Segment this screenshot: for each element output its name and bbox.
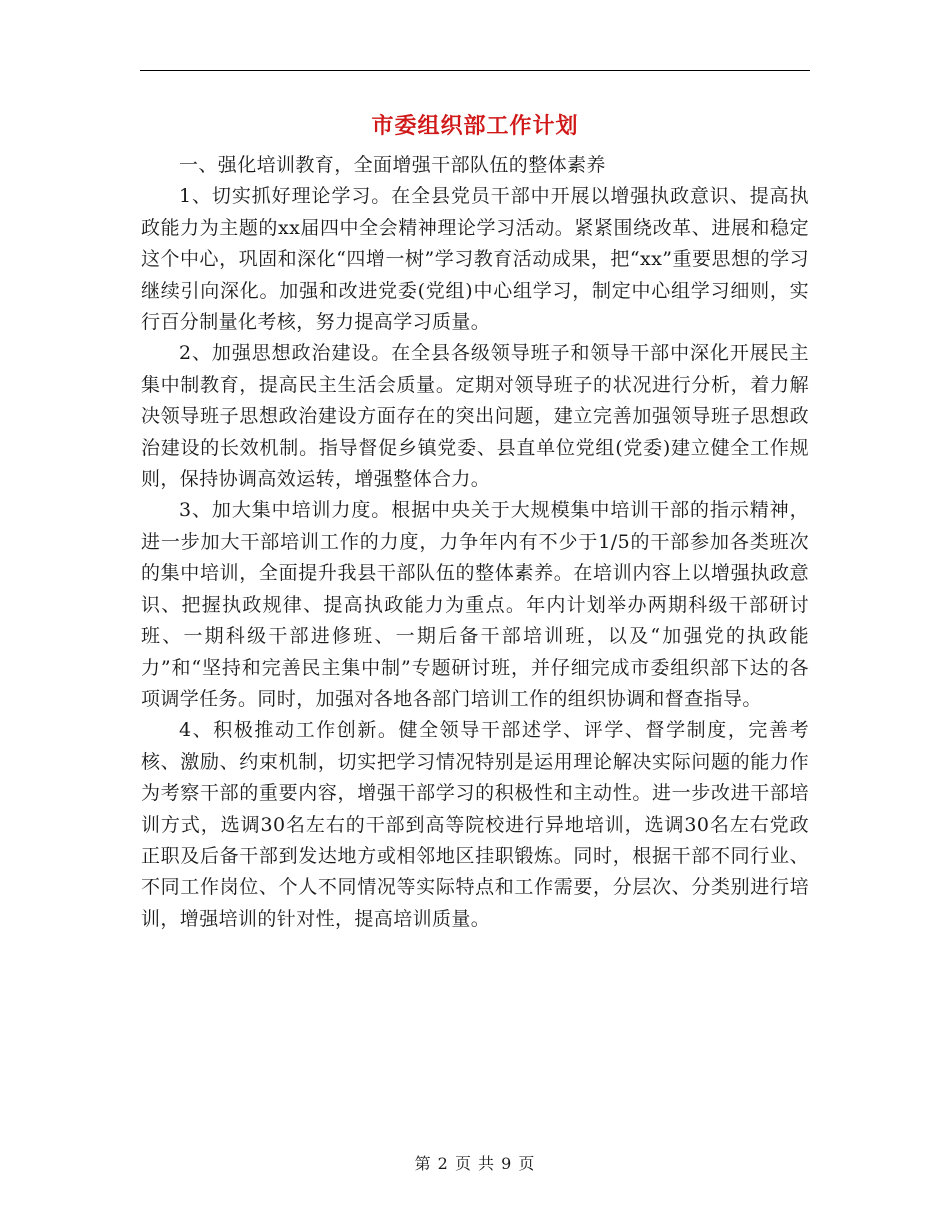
paragraph-work-innovation: 4、积极推动工作创新。健全领导干部述学、评学、督学制度，完善考核、激励、约束机制，切实把学习情况特别是运用理论解决实际问题的能力作为考察干部的重要内容，增强干部学习的积极性和主动性。进一步改进干部培训方式，选调30名左右的干部到高等院校进行异地培训，选调30名左右党政正职及后备干部到发达地方或相邻地区挂职锻炼。同时，根据干部不同行业、不同工作岗位、个人不同情况等实际特点和工作需要，分层次、分类别进行培训，增强培训的针对性，提高培训质量。: [141, 719, 809, 930]
document-title: 市委组织部工作计划: [371, 113, 579, 139]
document-body: [141, 150, 809, 935]
page-number-footer: 第 2 页 共 9 页: [414, 1154, 536, 1173]
paragraph-political-building: 2、加强思想政治建设。在全县各级领导班子和领导干部中深化开展民主集中制教育，提高民主生活会质量。定期对领导班子的状况进行分析，着力解决领导班子思想政治建设方面存在的突出问题，建立完善加强领导班子思想政治建设的长效机制。指导督促乡镇党委、县直单位党组(党委)建立健全工作规则，保持协调高效运转，增强整体合力。: [141, 342, 809, 491]
paragraph-centralized-training: 3、加大集中培训力度。根据中央关于大规模集中培训干部的指示精神，进一步加大干部培训工作的力度，力争年内有不少于1/5的干部参加各类班次的集中培训，全面提升我县干部队伍的整体素养。在培训内容上以增强执政意识、把握执政规律、提高执政能力为重点。年内计划举办两期科级干部研讨班、一期科级干部进修班、一期后备干部培训班，以及“加强党的执政能力”和“坚持和完善民主集中制”专题研讨班，并仔细完成市委组织部下达的各项调学任务。同时，加强对各地各部门培训工作的组织协调和督查指导。: [141, 499, 809, 710]
section-heading: 一、强化培训教育，全面增强干部队伍的整体素养: [179, 154, 606, 176]
paragraph-theory-study: 1、切实抓好理论学习。在全县党员干部中开展以增强执政意识、提高执政能力为主题的xx届四中全会精神理论学习活动。紧紧围绕改革、进展和稳定这个中心，巩固和深化“四增一树”学习教育活动成果，把“xx”重要思想的学习继续引向深化。加强和改进党委(党组)中心组学习，制定中心组学习细则，实行百分制量化考核，努力提高学习质量。: [141, 185, 809, 334]
header-rule: [140, 70, 810, 71]
